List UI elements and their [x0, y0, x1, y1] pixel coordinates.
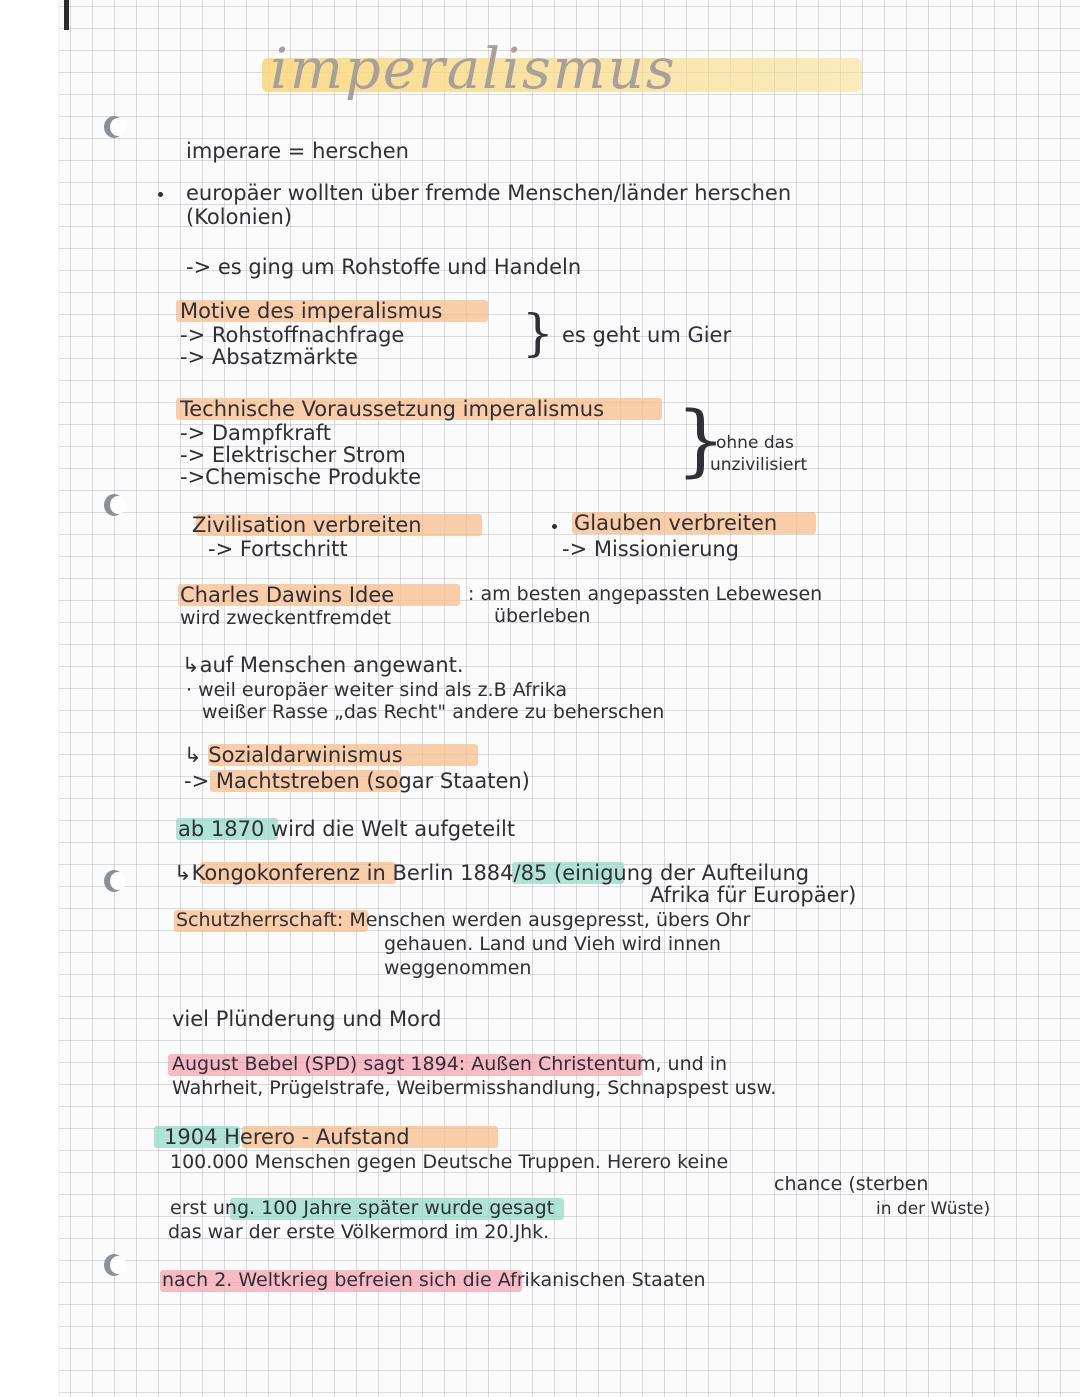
punch-hole [104, 870, 124, 892]
punch-hole [104, 1254, 124, 1276]
tech-item: -> Dampfkraft [180, 421, 331, 445]
motive-item: -> Rohstoffnachfrage [180, 323, 405, 347]
tech-note: ohne das [716, 433, 794, 453]
kongo-line: Afrika für Europäer) [650, 883, 857, 907]
section-heading-zivilisation: Zivilisation verbreiten [192, 513, 422, 537]
kongo-line: ↳Kongokonferenz in Berlin 1884/85 (einigung der Aufteilung [174, 861, 810, 885]
bullet [158, 192, 163, 197]
text-line: weißer Rasse „das Recht" andere zu beherschen [202, 701, 665, 723]
herero-heading: 1904 Herero - Aufstand [164, 1125, 410, 1149]
darwin-text: überleben [494, 605, 591, 627]
sozialdarwinismus-heading: ↳ Sozialdarwinismus [184, 743, 403, 767]
bebel-line: August Bebel (SPD) sagt 1894: Außen Christentum, und in [172, 1053, 728, 1075]
punch-hole [104, 494, 124, 516]
schutz-line: Schutzherrschaft: Menschen werden ausgepresst, übers Ohr [176, 909, 751, 931]
binder-mark [64, 0, 69, 30]
erst-line: das war der erste Völkermord im 20.Jhk. [168, 1221, 550, 1243]
herero-line: chance (sterben [774, 1173, 929, 1195]
schutz-line: gehauen. Land und Vieh wird innen [384, 933, 721, 955]
definition-line: imperare = herschen [186, 139, 409, 163]
brace-icon: } [522, 304, 554, 362]
page-edge [0, 0, 60, 1397]
text-line: ↳auf Menschen angewant. [182, 653, 464, 677]
section-heading-glauben: Glauben verbreiten [574, 511, 778, 535]
glauben-item: -> Missionierung [562, 537, 740, 561]
schutz-line: weggenommen [384, 957, 532, 979]
text-line: europäer wollten über fremde Menschen/länder herschen [186, 181, 792, 205]
text-line: · weil europäer weiter sind als z.B Afrika [186, 679, 568, 701]
herero-line: 100.000 Menschen gegen Deutsche Truppen. Herero keine [170, 1151, 729, 1173]
darwin-heading: Charles Dawins Idee [180, 583, 395, 607]
darwin-text: wird zweckentfremdet [180, 607, 392, 629]
bebel-line: Wahrheit, Prügelstrafe, Weibermisshandlung, Schnapspest usw. [172, 1077, 777, 1099]
motive-note: es geht um Gier [562, 323, 732, 347]
text-line: ab 1870 wird die Welt aufgeteilt [178, 817, 516, 841]
brace-icon: } [676, 396, 726, 486]
darwin-text: : am besten angepassten Lebewesen [468, 583, 823, 605]
tech-item: ->Chemische Produkte [180, 465, 422, 489]
text-line: -> Machtstreben (sogar Staaten) [184, 769, 530, 793]
section-heading-tech: Technische Voraussetzung imperalismus [180, 397, 605, 421]
text-line: -> es ging um Rohstoffe und Handeln [186, 255, 582, 279]
bullet [552, 524, 557, 529]
erst-line: erst ung. 100 Jahre später wurde gesagt [170, 1197, 555, 1219]
tech-item: -> Elektrischer Strom [180, 443, 406, 467]
punch-hole [104, 116, 124, 138]
section-heading-motive: Motive des imperalismus [180, 299, 443, 323]
text-line: viel Plünderung und Mord [172, 1007, 442, 1031]
page-title: imperalismus [270, 37, 677, 102]
text-line: (Kolonien) [186, 205, 293, 229]
herero-line: in der Wüste) [876, 1199, 991, 1219]
motive-item: -> Absatzmärkte [180, 345, 358, 369]
tech-note: unzivilisiert [710, 455, 808, 475]
closing-line: nach 2. Weltkrieg befreien sich die Afrikanischen Staaten [162, 1269, 706, 1291]
zivilisation-item: -> Fortschritt [208, 537, 348, 561]
